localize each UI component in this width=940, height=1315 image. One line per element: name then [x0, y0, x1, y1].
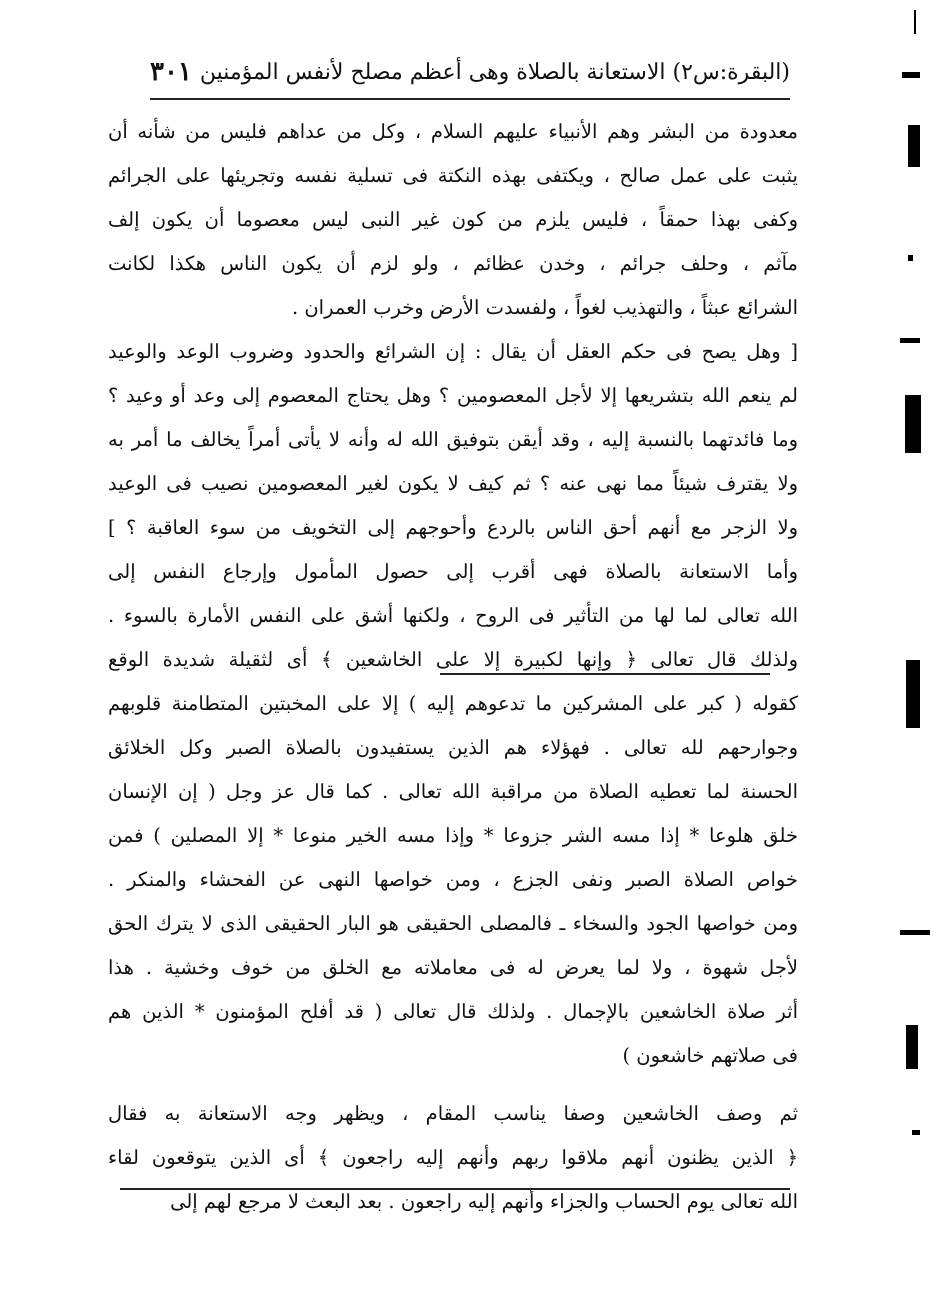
text-line: ثم وصف الخاشعين وصفا يناسب المقام ، ويظهر وجه الاستعانة به فقال — [108, 1102, 798, 1125]
binding-edge-mark — [908, 125, 920, 167]
text-line: الحسنة لما تعطيه الصلاة من مراقبة الله تعالى . كما قال عز وجل ( إن الإنسان — [108, 780, 798, 803]
text-line: الشرائع عبثاً ، والتهذيب لغواً ، ولفسدت الأرض وخرب العمران . — [291, 296, 798, 319]
text-line: [ وهل يصح فى حكم العقل أن يقال : إن الشرائع والحدود وضروب الوعد والوعيد — [108, 340, 798, 363]
text-line: ﴿ الذين يظنون أنهم ملاقوا ربهم وأنهم إليه راجعون ﴾ أى الذين يتوقعون لقاء — [108, 1146, 798, 1169]
text-line: وما فائدتهما بالنسبة إليه ، وقد أيقن بتوفيق الله له وأنه لا يأتى أمراً يخالف ما أمر به — [108, 428, 798, 451]
text-line: لأجل شهوة ، ولا لما يعرض له فى معاملاته مع الخلق من خوف وخشية . هذا — [108, 956, 798, 979]
running-header — [150, 52, 790, 92]
text-line: خواص الصلاة الصبر ونفى الجزع ، ومن خواصها النهى عن الفحشاء والمنكر . — [108, 868, 798, 891]
header-rule — [150, 98, 790, 100]
binding-edge-mark — [906, 1025, 918, 1069]
binding-edge-mark — [914, 10, 916, 34]
quote-underline — [120, 1188, 790, 1190]
text-line: وجوارحهم لله تعالى . فهؤلاء هم الذين يستفيدون بالصلاة الصبر وكل الخلائق — [108, 736, 798, 759]
text-line: معدودة من البشر وهم الأنبياء عليهم السلام ، وكل من عداهم فليس من شأنه أن — [108, 120, 798, 143]
binding-edge-mark — [912, 1130, 920, 1135]
text-line: يثبت على عمل صالح ، ويكتفى بهذه النكتة فى تسلية نفسه وتجريئها على الجرائم — [108, 164, 798, 187]
text-line: لم ينعم الله بتشريعها إلا لأجل المعصومين ؟ وهل يحتاج المعصوم إلى وعد أو وعيد ؟ — [108, 384, 798, 407]
text-line: فى صلاتهم خاشعون ) — [622, 1044, 798, 1067]
body-text — [108, 110, 798, 1224]
text-line: ولا الزجر مع أنهم أحق الناس بالردع وأحوجهم إلى التخويف من سوء العاقبة ؟ ] — [108, 516, 798, 539]
text-line: كقوله ( كبر على المشركين ما تدعوهم إليه ) إلا على المخبتين المتطامنة قلوبهم — [108, 692, 798, 715]
binding-edge-mark — [908, 255, 913, 261]
page-number: ٣٠١ — [150, 57, 192, 87]
text-line: ومن خواصها الجود والسخاء ـ فالمصلى الحقيقى هو البار الحقيقى الذى لا يترك الحق — [108, 912, 798, 935]
text-line: ولذلك قال تعالى ﴿ وإنها لكبيرة إلا على الخاشعين ﴾ أى لثقيلة شديدة الوقع — [108, 648, 798, 671]
header-title: (البقرة:س٢) الاستعانة بالصلاة وهى أعظم مصلح لأنفس المؤمنين — [199, 59, 790, 85]
text-line: مآثم ، وحلف جرائم ، وخدن عظائم ، ولو لزم أن يكون الناس هكذا لكانت — [108, 252, 798, 275]
text-line: الله تعالى لما لها من التأثير فى الروح ، ولكنها أشق على النفس الأمارة بالسوء . — [108, 604, 798, 627]
binding-edge-mark — [902, 72, 920, 78]
text-line: أثر صلاة الخاشعين بالإجمال . ولذلك قال تعالى ( قد أفلح المؤمنون * الذين هم — [108, 1000, 798, 1023]
text-line: الله تعالى يوم الحساب والجزاء وأنهم إليه راجعون . بعد البعث لا مرجع لهم إلى — [170, 1190, 798, 1213]
binding-edge-mark — [900, 338, 920, 343]
text-line: ولا يقترف شيئاً مما نهى عنه ؟ ثم كيف لا يكون لغير المعصومين نصيب فى الوعيد — [108, 472, 798, 495]
binding-edge-mark — [900, 930, 930, 935]
text-line: وأما الاستعانة بالصلاة فهى أقرب إلى حصول المأمول وإرجاع النفس إلى — [108, 560, 798, 583]
text-line: وكفى بهذا حمقاً ، فليس يلزم من كون غير النبى ليس معصوما أن يكون إلف — [108, 208, 798, 231]
quote-underline — [440, 673, 770, 675]
binding-edge-mark — [906, 660, 920, 728]
binding-edge-mark — [905, 395, 921, 453]
text-line: خلق هلوعا * إذا مسه الشر جزوعا * وإذا مسه الخير منوعا * إلا المصلين ) فمن — [108, 824, 798, 847]
